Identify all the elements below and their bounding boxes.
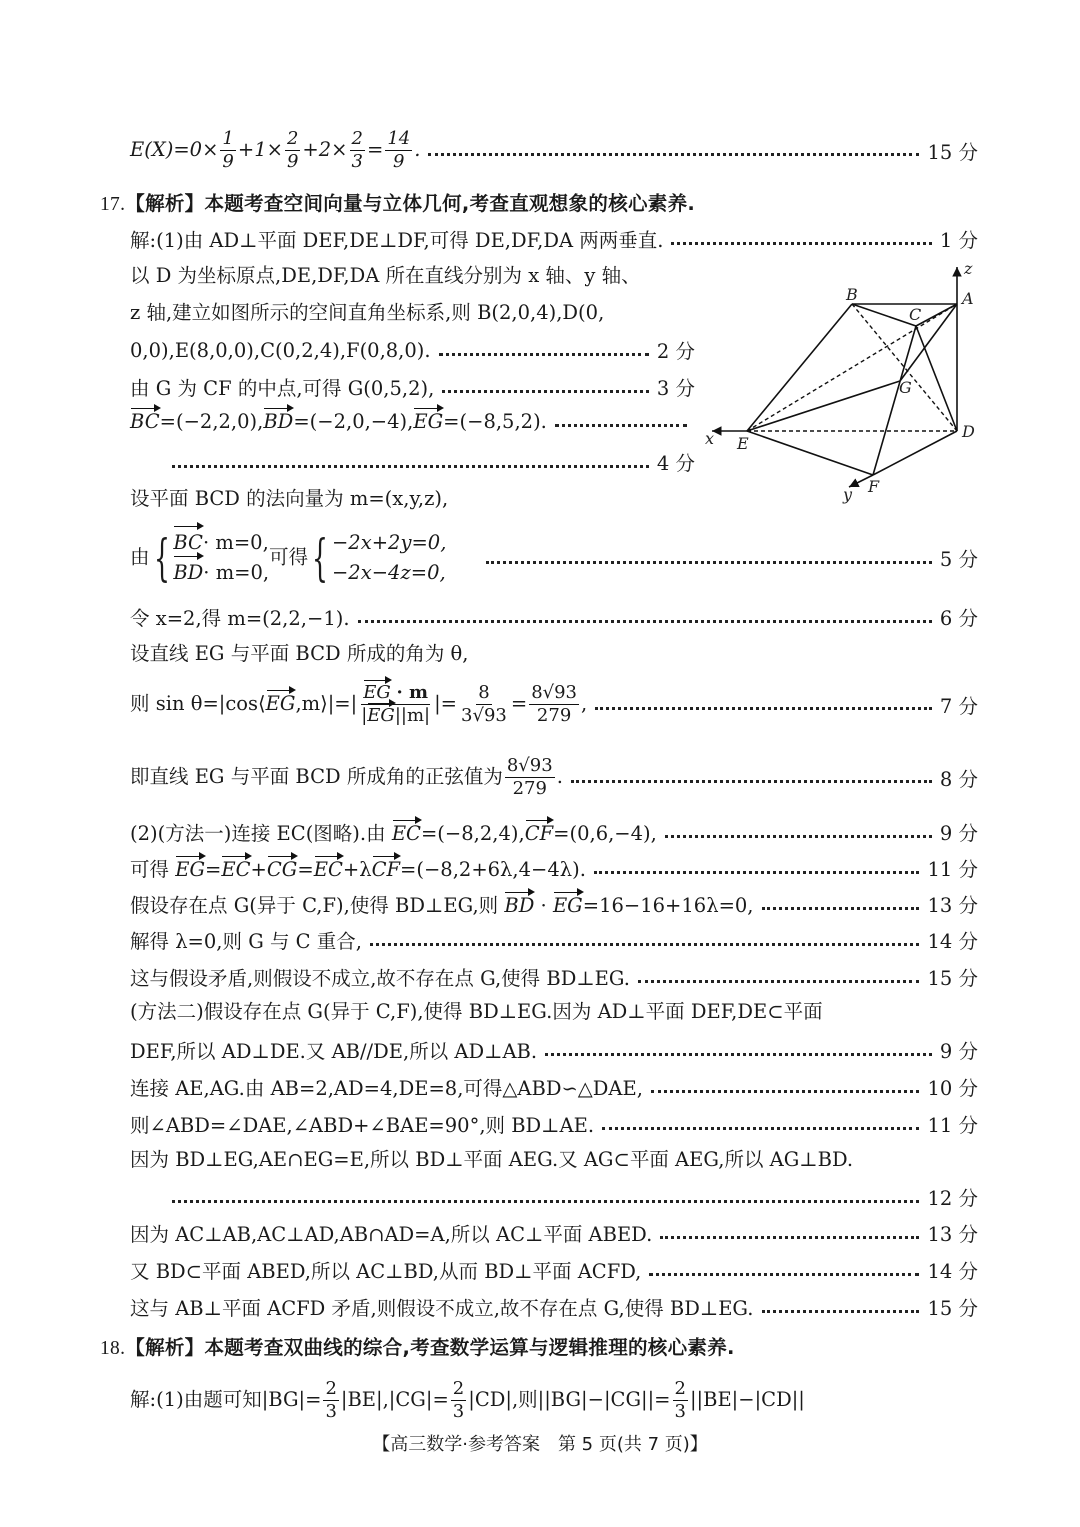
line-text: 连接 AE,AG.由 AB=2,AD=4,DE=8,可得△ABD∽△DAE, <box>130 1077 643 1100</box>
edge-be <box>747 304 852 431</box>
line-text: 因为 AC⊥AB,AC⊥AD,AB∩AD=A,所以 AC⊥平面 ABED. <box>130 1223 653 1246</box>
score-label: 8 分 <box>939 767 978 791</box>
line-text: 这与假设矛盾,则假设不成立,故不存在点 G,使得 BD⊥EG. <box>130 967 630 990</box>
score-label: 10 分 <box>927 1077 978 1100</box>
score-label: 9 分 <box>939 1040 978 1063</box>
solution-line: 设平面 BCD 的法向量为 m=(x,y,z), <box>130 487 449 510</box>
score-label: 7 分 <box>939 694 978 718</box>
label-e: E <box>737 434 749 453</box>
q16-expectation-formula: E(X)=0× $\frac{1}{9}$ +1× $\frac{2}{9}$ +2× $\frac{2}{3}$ = $\frac{14}{9}$ . <box>130 128 421 172</box>
score-label: 15 分 <box>927 1297 978 1320</box>
edge-cf <box>873 326 916 475</box>
score-label: 14 分 <box>927 1260 978 1283</box>
line-text: 可得 EG=EC+CG=EC+λCF=(−8,2+6λ,4−4λ). <box>130 858 586 881</box>
line-text: 这与 AB⊥平面 ACFD 矛盾,则假设不成立,故不存在点 G,使得 BD⊥EG. <box>130 1297 754 1320</box>
score-label: 11 分 <box>927 1114 978 1137</box>
label-x: x <box>705 429 715 448</box>
solution-line: 以 D 为坐标原点,DE,DF,DA 所在直线分别为 x 轴、y 轴、 <box>130 264 641 287</box>
edge-fd <box>873 431 957 475</box>
line-text: 解:(1)由 AD⊥平面 DEF,DE⊥DF,可得 DE,DF,DA 两两垂直. <box>130 229 664 252</box>
score-label: 15 分 <box>927 967 978 990</box>
q18-solution-line: 解:(1)由题可知|BG|= $\frac{2}{3}$ |BE|,|CG|= $\frac{2}{3}$ |CD|,则||BG|−|CG||= $\frac{2}{3}$ ||BE|−|CD|| <box>130 1378 805 1422</box>
line-text: 则∠ABD=∠DAE,∠ABD+∠BAE=90°,则 BD⊥AE. <box>130 1114 595 1137</box>
line-text: 0,0),E(8,0,0),C(0,2,4),F(0,8,0). <box>130 338 431 362</box>
page-footer: 【高三数学·参考答案 第 5 页(共 7 页)】 <box>372 1434 708 1455</box>
score-label: 11 分 <box>927 858 978 881</box>
line-text: BC=(−2,2,0),BD=(−2,0,−4),EG=(−8,5,2). <box>130 410 547 433</box>
score-label: 5 分 <box>939 548 978 571</box>
line-text: 假设存在点 G(异于 C,F),使得 BD⊥EG,则 BD · EG=16−16+16λ=0, <box>130 894 754 917</box>
label-y: y <box>843 485 853 504</box>
line-text: 则 sin θ=|cos⟨EG,m⟩|=| $\frac{EG \cdot m}{|EG||m|}$ |= $\frac{8}{3√93}$ = $\frac{8√93}{279}$ , <box>130 682 588 726</box>
vector-eg: EG <box>413 410 444 433</box>
label-c: C <box>909 305 922 324</box>
solution-line: z 轴,建立如图所示的空间直角坐标系,则 B(2,0,4),D(0, <box>130 301 605 324</box>
label-b: B <box>846 285 858 304</box>
solution-line: 设直线 EG 与平面 BCD 所成的角为 θ, <box>130 642 469 665</box>
vector-bc: BC <box>130 410 160 433</box>
label-a: A <box>962 289 974 308</box>
score-label: 13 分 <box>927 1223 978 1246</box>
vector-bd: BD <box>263 410 294 433</box>
score-label: 15 分 <box>927 140 978 164</box>
edge-eg <box>747 381 900 431</box>
edge-ef <box>747 431 873 475</box>
line-text: 令 x=2,得 m=(2,2,−1). <box>130 607 350 630</box>
score-label: 6 分 <box>939 607 978 630</box>
question-number: 18. <box>100 1338 126 1359</box>
label-g: G <box>899 378 912 397</box>
line-text: 即直线 EG 与平面 BCD 所成角的正弦值为 $\frac{8√93}{279}$ . <box>130 755 563 799</box>
score-label: 14 分 <box>927 930 978 953</box>
line-text: (2)(方法一)连接 EC(图略).由 EC=(−8,2,4),CF=(0,6,−4), <box>130 822 657 845</box>
label-z: z <box>964 259 973 278</box>
line-text: 解得 λ=0,则 G 与 C 重合, <box>130 930 362 953</box>
label-f: F <box>868 477 880 496</box>
score-label: 2 分 <box>656 340 695 363</box>
solution-line: (方法二)假设存在点 G(异于 C,F),使得 BD⊥EG.因为 AD⊥平面 DEF,DE⊂平面 <box>130 1000 823 1023</box>
score-label: 12 分 <box>927 1187 978 1210</box>
label-d: D <box>962 422 975 441</box>
line-text: DEF,所以 AD⊥DE.又 AB//DE,所以 AD⊥AB. <box>130 1040 538 1063</box>
score-label: 3 分 <box>656 377 695 400</box>
score-label: 13 分 <box>927 894 978 917</box>
line-text: 由{ BC· m=0, BD· m=0, 可得{ −2x+2y=0, −2x−4z=0, <box>130 529 447 587</box>
edge-ea-dashed <box>747 304 957 431</box>
solution-line: 因为 BD⊥EG,AE∩EG=E,所以 BD⊥平面 AEG.又 AG⊂平面 AEG,所以 AG⊥BD. <box>130 1148 854 1171</box>
score-label: 9 分 <box>939 822 978 845</box>
line-text: 由 G 为 CF 的中点,可得 G(0,5,2), <box>130 377 435 400</box>
edge-cd <box>916 326 957 431</box>
score-label: 1 分 <box>939 229 978 252</box>
heading-text: 【解析】本题考查双曲线的综合,考查数学运算与逻辑推理的核心素养. <box>125 1336 735 1359</box>
question-number: 17. <box>100 194 126 215</box>
line-text: 又 BD⊂平面 ABED,所以 AC⊥BD,从而 BD⊥平面 ACFD, <box>130 1260 642 1283</box>
heading-text: 【解析】本题考查空间向量与立体几何,考查直观想象的核心素养. <box>125 192 696 215</box>
score-label: 4 分 <box>656 452 695 475</box>
